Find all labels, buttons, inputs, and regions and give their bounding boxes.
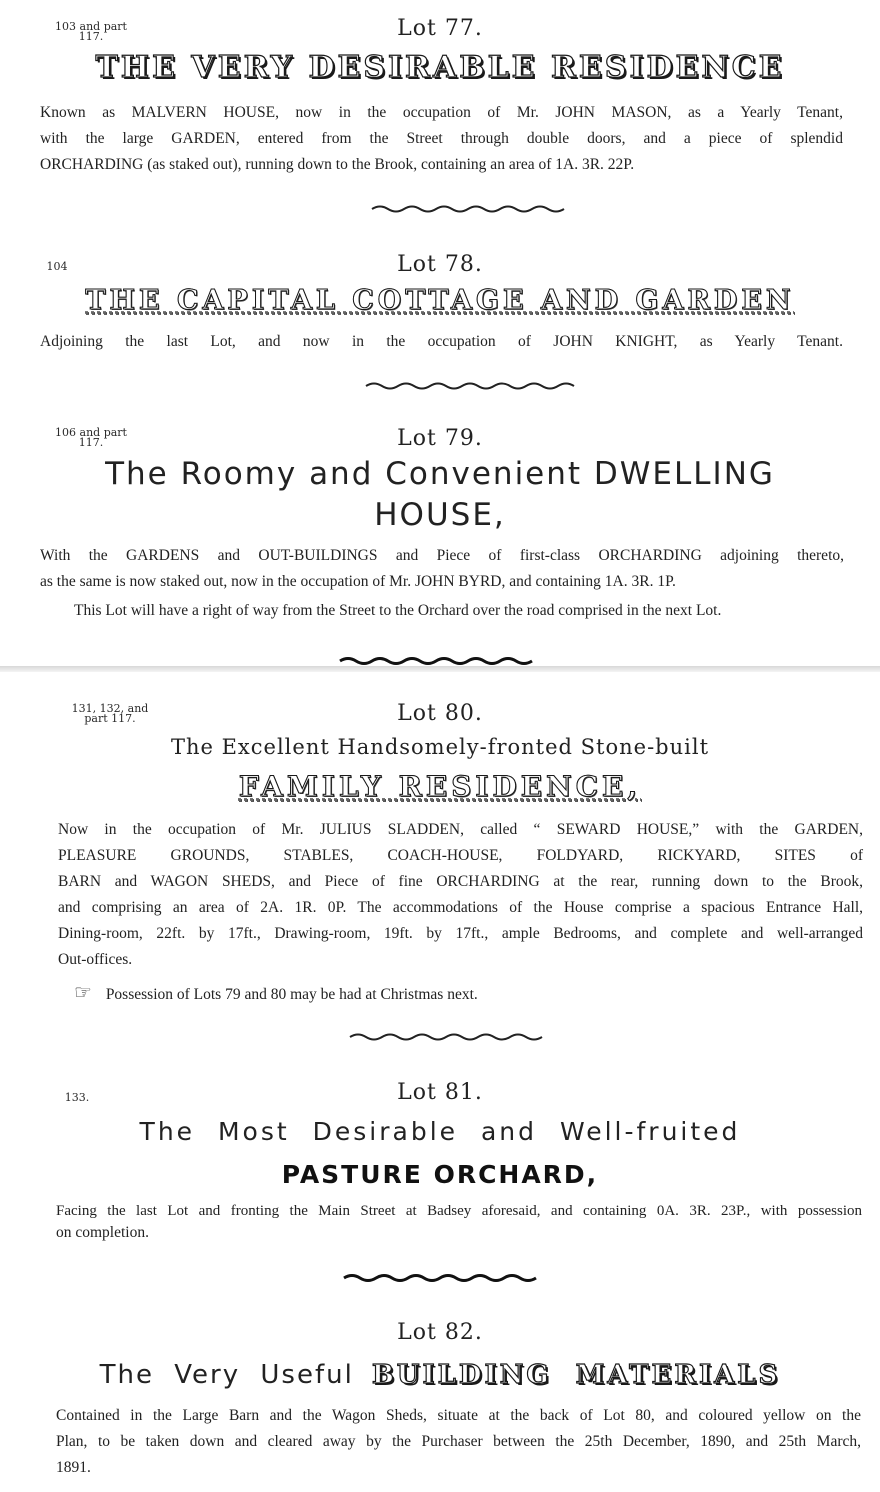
description-line: Now in the occupation of Mr. JULIUS SLADDEN, called “ SEWARD HOUSE,” with the GARDEN, bbox=[58, 821, 863, 838]
ornamental-divider bbox=[0, 1031, 880, 1043]
plan-ref-line: 104 bbox=[46, 260, 68, 273]
page-fold-shadow bbox=[0, 666, 880, 672]
lot-title-continued: HOUSE, bbox=[374, 497, 506, 533]
ornamental-divider bbox=[0, 1272, 880, 1284]
description-line: Plan, to be taken down and cleared away by the Purchaser between the 25th December, 1890, and 25th March, bbox=[56, 1433, 861, 1450]
description-line: ORCHARDING (as staked out), running down to the Brook, containing an area of 1A. 3R. 22P. bbox=[40, 156, 635, 173]
description-line: With the GARDENS and OUT-BUILDINGS and Piece of first-class ORCHARDING adjoining thereto, bbox=[40, 547, 844, 564]
right-of-way-note: This Lot will have a right of way from the Street to the Orchard over the road comprised in the next Lot. bbox=[74, 602, 722, 619]
lot-title-continued: PASTURE ORCHARD, bbox=[281, 1160, 599, 1189]
possession-note bbox=[74, 980, 478, 1005]
lot-title: The Roomy and Convenient DWELLING bbox=[105, 456, 775, 492]
lot-number: Lot 82. bbox=[397, 1320, 483, 1345]
description-line: Contained in the Large Barn and the Wagon Sheds, situate at the back of Lot 80, and coloured yellow on the bbox=[56, 1407, 861, 1424]
lot-number: Lot 80. bbox=[397, 701, 483, 726]
lot-description bbox=[40, 329, 843, 355]
plan-ref-line: 103 and part bbox=[55, 20, 127, 33]
plan-ref-line: part 117. bbox=[84, 712, 136, 725]
lot-description bbox=[40, 543, 844, 595]
description-line: Facing the last Lot and fronting the Main Street at Badsey aforesaid, and containing 0A. 3R. 23P., with possession bbox=[56, 1203, 862, 1219]
lot-number: Lot 77. bbox=[397, 16, 483, 41]
description-line: Out-offices. bbox=[58, 951, 133, 968]
lot-title: The Excellent Handsomely-fronted Stone-built bbox=[170, 735, 710, 759]
description-line: 1891. bbox=[56, 1459, 91, 1476]
description-line: PLEASURE GROUNDS, STABLES, COACH-HOUSE, FOLDYARD, RICKYARD, SITES of bbox=[58, 847, 863, 864]
pointing-hand-icon: ☞ bbox=[74, 982, 92, 1004]
lot-description bbox=[40, 100, 843, 178]
ornamental-divider bbox=[0, 203, 880, 215]
plan-ref-line: 106 and part bbox=[55, 426, 127, 439]
lot-description bbox=[56, 1403, 861, 1481]
lot-title bbox=[0, 1360, 880, 1390]
lot-title-plain: The Very Useful bbox=[99, 1360, 354, 1390]
lot-title: The Most Desirable and Well-fruited bbox=[139, 1117, 741, 1146]
possession-note-text: Possession of Lots 79 and 80 may be had at Christmas next. bbox=[105, 986, 478, 1003]
description-line: Dining-room, 22ft. by 17ft., Drawing-room, 19ft. by 17ft., ample Bedrooms, and complete and well-arranged bbox=[58, 925, 863, 942]
description-line: Known as MALVERN HOUSE, now in the occupation of Mr. JOHN MASON, as a Yearly Tenant, bbox=[40, 104, 843, 121]
lot-number: Lot 78. bbox=[397, 252, 483, 277]
lot-description bbox=[58, 817, 863, 973]
description-line: with the large GARDEN, entered from the Street through double doors, and a piece of splendid bbox=[40, 130, 843, 147]
plan-ref-line: 131, 132, and bbox=[71, 702, 149, 715]
plan-ref-line: 117. bbox=[78, 30, 104, 43]
plan-ref-line: 117. bbox=[78, 436, 104, 449]
ornamental-divider bbox=[0, 380, 880, 392]
lot-title-outline: BUILDING MATERIALS bbox=[371, 1360, 781, 1390]
description-line: on completion. bbox=[56, 1224, 149, 1241]
lot-number: Lot 81. bbox=[397, 1080, 483, 1105]
description-line: BARN and WAGON SHEDS, and Piece of fine ORCHARDING at the rear, running down to the Brook, bbox=[58, 873, 863, 890]
plan-ref-line: 133. bbox=[64, 1091, 90, 1104]
lot-title: THE CAPITAL COTTAGE AND GARDEN bbox=[85, 285, 795, 316]
lot-number: Lot 79. bbox=[397, 426, 483, 451]
lot-description bbox=[56, 1198, 862, 1246]
lot-title: THE VERY DESIRABLE RESIDENCE bbox=[95, 50, 785, 85]
description-line: and comprising an area of 2A. 1R. 0P. The accommodations of the House comprise a spacious Entrance Hall, bbox=[58, 899, 863, 916]
description-line: as the same is now staked out, now in the occupation of Mr. JOHN BYRD, and containing 1A. 3R. 1P. bbox=[40, 573, 676, 590]
description-line: Adjoining the last Lot, and now in the occupation of JOHN KNIGHT, as Yearly Tenant. bbox=[40, 333, 843, 350]
lot-title-continued: FAMILY RESIDENCE, bbox=[238, 770, 642, 803]
